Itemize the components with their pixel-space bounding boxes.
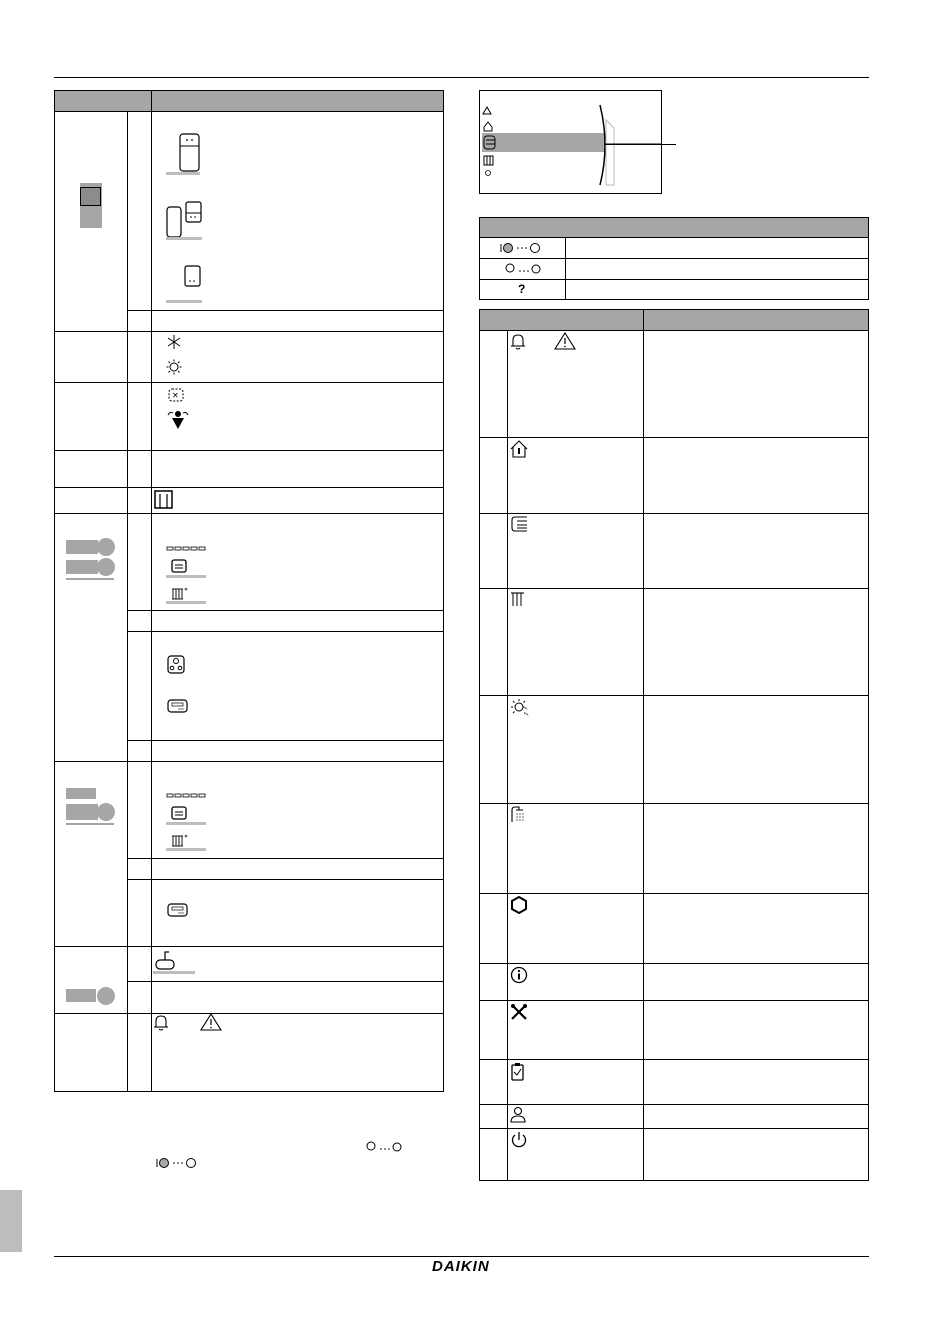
underfloor-dots-icon (166, 792, 210, 800)
dhw-screen-thumbnail (66, 986, 116, 1008)
header-rule (54, 77, 869, 78)
left-table-body (54, 111, 444, 1092)
help-symbol: ? (518, 282, 526, 296)
menu-table-body (479, 330, 869, 1181)
fancoil-icon (166, 804, 210, 826)
room-unit-icon (166, 698, 190, 714)
weather-icon (510, 698, 530, 718)
tap-icon (153, 949, 197, 975)
warning-icon (200, 1013, 222, 1031)
zone-screen-thumbnail-1 (66, 536, 116, 582)
clipboard-icon (510, 1062, 526, 1082)
callout-line (604, 144, 676, 145)
zone-screen-thumbnail-2 (66, 786, 116, 826)
hexagon-icon (510, 896, 528, 914)
unit-icon (166, 264, 206, 304)
tank-and-unit-icon (166, 199, 206, 241)
radiator-icon (153, 489, 175, 511)
screen-menu-icons (482, 100, 662, 192)
bell-icon (153, 1014, 169, 1032)
left-table-header (54, 90, 444, 112)
left-dial-icon (499, 241, 543, 255)
power-icon (510, 1131, 528, 1149)
tank-icon (166, 131, 206, 177)
tools-icon (510, 1003, 528, 1021)
fancoil-icon (166, 557, 210, 579)
svg-text:✕: ✕ (172, 391, 179, 400)
quiet-mode-icon (166, 409, 190, 431)
room-unit-icon (166, 902, 190, 918)
heating-icon (166, 359, 182, 375)
underfloor-icon (510, 515, 530, 533)
home-thermometer-icon (510, 440, 528, 458)
underfloor-dots-icon (166, 545, 210, 553)
left-dial-icon (155, 1156, 199, 1170)
daikin-logo: DAIKIN (432, 1258, 490, 1275)
bell-icon (510, 333, 526, 351)
defrost-icon (166, 386, 186, 404)
menu-table-header (479, 309, 869, 331)
dial-legend-header (479, 217, 869, 238)
radiator-icon (510, 591, 526, 607)
warning-icon (554, 332, 576, 350)
user-icon (510, 1106, 526, 1124)
shower-icon (510, 805, 528, 823)
info-icon (510, 966, 528, 984)
tank-screen-selected-square (80, 187, 101, 206)
rotate-press-dial-icon (503, 262, 543, 276)
rotate-press-dial-icon (364, 1140, 404, 1154)
footer-rule (54, 1256, 869, 1257)
page-side-tab (0, 1190, 22, 1252)
cooling-icon (166, 334, 182, 350)
radiator-small-icon (166, 832, 210, 852)
thermostat-icon (166, 655, 188, 675)
radiator-small-icon (166, 585, 210, 605)
